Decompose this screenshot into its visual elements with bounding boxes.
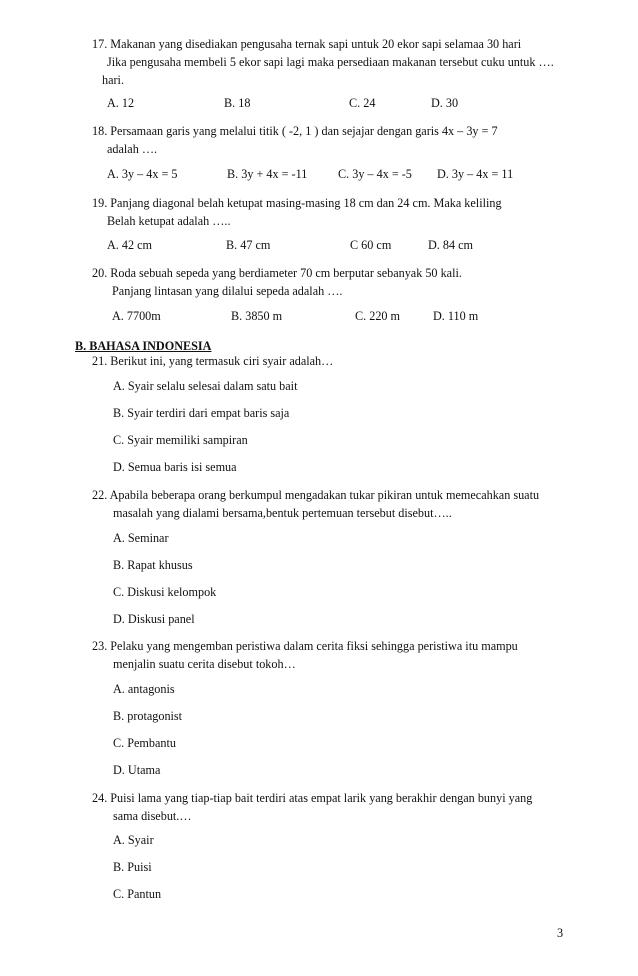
- question-17-option-d: D. 30: [431, 96, 459, 110]
- question-24-line-2: sama disebut.…: [113, 809, 192, 823]
- question-21-option-c: C. Syair memiliki sampiran: [113, 433, 248, 447]
- question-19-line-1: 19. Panjang diagonal belah ketupat masing-masing 18 cm dan 24 cm. Maka keliling: [92, 196, 502, 210]
- question-23-option-a: A. antagonis: [113, 682, 175, 696]
- question-22-line-2: masalah yang dialami bersama,bentuk pertemuan tersebut disebut…..: [113, 506, 452, 520]
- section-b-heading: B. BAHASA INDONESIA: [75, 339, 212, 353]
- question-17-line-3: hari.: [102, 73, 124, 87]
- question-24-option-b: B. Puisi: [113, 860, 152, 874]
- question-24-option-c: C. Pantun: [113, 887, 162, 901]
- question-22-line-1: 22. Apabila beberapa orang berkumpul mengadakan tukar pikiran untuk memecahkan suatu: [92, 488, 540, 502]
- question-20-line-1: 20. Roda sebuah sepeda yang berdiameter 70 cm berputar sebanyak 50 kali.: [92, 266, 462, 280]
- question-18-option-d: D. 3y – 4x = 11: [437, 167, 514, 181]
- question-23-line-1: 23. Pelaku yang mengemban peristiwa dalam cerita fiksi sehingga peristiwa itu mampu: [92, 639, 518, 653]
- question-18-line-2: adalah ….: [107, 142, 158, 156]
- question-17-option-a: A. 12: [107, 96, 135, 110]
- question-24-line-1: 24. Puisi lama yang tiap-tiap bait terdiri atas empat larik yang berakhir dengan bunyi yang: [92, 791, 533, 805]
- question-23-option-d: D. Utama: [113, 763, 161, 777]
- question-17-line-2: Jika pengusaha membeli 5 ekor sapi lagi maka persediaan makanan tersebut cuku untuk ….: [107, 55, 554, 69]
- question-22-option-c: C. Diskusi kelompok: [113, 585, 217, 599]
- question-22-option-b: B. Rapat khusus: [113, 558, 193, 572]
- page-number: 3: [557, 926, 564, 940]
- question-18-option-b: B. 3y + 4x = -11: [227, 167, 308, 181]
- question-18-line-1: 18. Persamaan garis yang melalui titik ( -2, 1 ) dan sejajar dengan garis 4x – 3y = 7: [92, 124, 498, 138]
- question-21-line-1: 21. Berikut ini, yang termasuk ciri syair adalah…: [92, 354, 334, 368]
- question-24-option-a: A. Syair: [113, 833, 154, 847]
- question-20-line-2: Panjang lintasan yang dilalui sepeda adalah ….: [112, 284, 343, 298]
- question-19-option-d: D. 84 cm: [428, 238, 474, 252]
- question-20-option-a: A. 7700m: [112, 309, 161, 323]
- question-21-option-a: A. Syair selalu selesai dalam satu bait: [113, 379, 298, 393]
- question-19-option-c: C 60 cm: [350, 238, 392, 252]
- question-19-line-2: Belah ketupat adalah …..: [107, 214, 231, 228]
- question-17-option-b: B. 18: [224, 96, 251, 110]
- question-23-option-b: B. protagonist: [113, 709, 183, 723]
- question-20-option-d: D. 110 m: [433, 309, 479, 323]
- question-22-option-a: A. Seminar: [113, 531, 169, 545]
- question-20-option-b: B. 3850 m: [231, 309, 283, 323]
- question-20-option-c: C. 220 m: [355, 309, 401, 323]
- question-23-line-2: menjalin suatu cerita disebut tokoh…: [113, 657, 296, 671]
- question-22-option-d: D. Diskusi panel: [113, 612, 195, 626]
- question-19-option-b: B. 47 cm: [226, 238, 271, 252]
- question-18-option-c: C. 3y – 4x = -5: [338, 167, 412, 181]
- question-21-option-b: B. Syair terdiri dari empat baris saja: [113, 406, 290, 420]
- question-23-option-c: C. Pembantu: [113, 736, 176, 750]
- question-18-option-a: A. 3y – 4x = 5: [107, 167, 178, 181]
- question-19-option-a: A. 42 cm: [107, 238, 153, 252]
- question-17-line-1: 17. Makanan yang disediakan pengusaha ternak sapi untuk 20 ekor sapi selamaa 30 hari: [92, 37, 522, 51]
- question-17-option-c: C. 24: [349, 96, 376, 110]
- question-21-option-d: D. Semua baris isi semua: [113, 460, 237, 474]
